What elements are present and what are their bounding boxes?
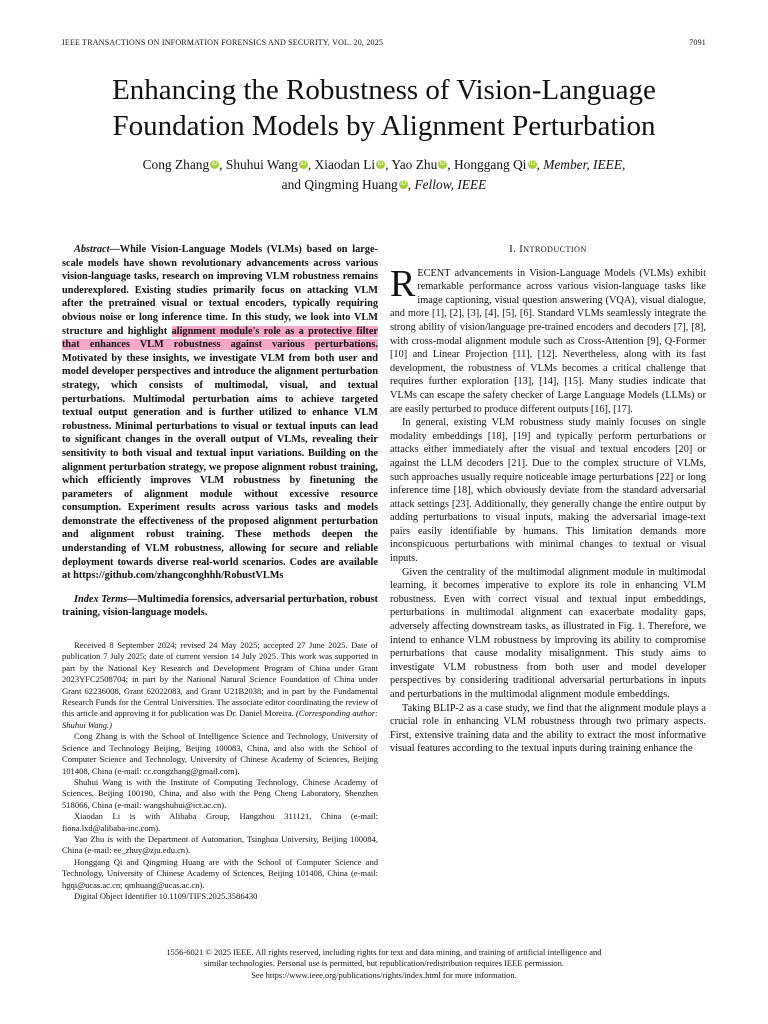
footnote-text: Received 8 September 2024; revised 24 May 2025; accepted 27 June 2025. Date of publication 7 July 2025; date of current version 14 July 2025. This work was supported in part by the National Key Research and Development Program of China under Grant 2023YFC2508704; in part by the National Natural Science Foundation of China under Grant 62236008, Grant 62022083, and Grant U21B2038; and in part by the Fundamental Research Funds for the Central Universities. The associate editor coordinating the review of this article and approving it for publication was Dr. Daniel Moreira. [62, 640, 378, 719]
intro-paragraph-3: Given the centrality of the multimodal alignment module in multimodal learning, it becomes imperative to explore its role in enhancing VLM robustness. Even with correct visual and textual input embeddings, perturbations in multimodal alignment can exacerbate modality gaps, adversely affecting downstream tasks, as illustrated in Fig. 1. Therefore, we intend to enhance VLM robustness by improving its ability to compromise perturbations that cause modality misalignment. This study aims to investigate VLM robustness from both user and model developer perspectives by considering traditional adversarial perturbations in inputs and perturbations in the multimodal alignment module embeddings. [390, 566, 706, 700]
footnote-affiliation: Shuhui Wang is with the Institute of Computing Technology, Chinese Academy of Sciences, Beijing 100190, China, and also with the Peng Cheng Laboratory, Shenzhen 518066, China (e-mail: wangshuhui@ict.ac.cn). [62, 776, 378, 810]
abstract-text: —While Vision-Language Models (VLMs) based on large-scale models have shown revolutionary advancements across various vision-language tasks, research on improving VLM robustness remains underexplored. Existing studies primarily focus on attacking VLM after the pretrained visual or textual encoders, typically requiring obvious noise or long inference time. In this study, we look into VLM structure and highlight [62, 244, 378, 337]
footnotes [62, 640, 378, 902]
left-column [62, 243, 378, 902]
footnote-affiliation: Honggang Qi and Qingming Huang are with the School of Computer Science and Technology, University of Chinese Academy of Sciences, Beijing 101408, China (e-mail: hgqi@ucas.ac.cn; qmhuang@ucas.ac.cn). [62, 856, 378, 890]
paragraph-text: ECENT advancements in Vision-Language Models (VLMs) exhibit remarkable performance across various vision-language tasks like image captioning, visual question answering (VQA), visual dialogue, and more [1], [2], [3], [4], [5], [6]. Standard VLMs seamlessly integrate the strong ability of vision/language pre-trained encoders and decoders [7], [8], with cross-modal alignment module such as Cross-Attention [9], Q-Former [10] and Linear Projection [11], [12]. Nevertheless, along with its fast development, the robustness of VLMs becomes a critical challenge that requires further exploration [13], [14], [15]. Many studies indicate that VLMs can escape the safety checker of Large Language Models (LLMs) or are easily perturbed to produce different outputs [16], [17]. [390, 267, 706, 415]
abstract-lead: Abstract [74, 244, 110, 255]
paper-title [40, 72, 728, 144]
author-name: Honggang Qi [453, 157, 527, 172]
abstract-highlight: alignment module's role as a protective filter that enhances VLM robustness against various perturbations. [62, 325, 379, 351]
author-role: Member, IEEE, [543, 157, 626, 172]
footer-line-1: 1556-6021 © 2025 IEEE. All rights reserved, including rights for text and data mining, and training of artificial intelligence and [166, 947, 602, 957]
footer-line-3: See https://www.ieee.org/publications/rights/index.html for more information. [251, 969, 517, 980]
footnote-received [62, 640, 378, 731]
orcid-icon[interactable]: iD [400, 181, 407, 187]
orcid-icon[interactable]: iD [439, 161, 446, 167]
right-column [390, 243, 706, 756]
abstract [62, 243, 378, 583]
copyright-footer [62, 947, 706, 981]
intro-paragraph-1 [390, 262, 706, 417]
title-line-1: Enhancing the Robustness of Vision-Language [112, 74, 656, 106]
orcid-icon[interactable]: iD [529, 161, 535, 167]
footnote-affiliation: Xiaodan Li is with Alibaba Group, Hangzhou 311121, China (e-mail: fiona.lxd@alibaba-inc.com). [62, 811, 378, 833]
orcid-icon[interactable]: iD [377, 161, 384, 167]
index-terms [62, 593, 378, 620]
journal-name: IEEE TRANSACTIONS ON INFORMATION FORENSICS AND SECURITY, VOL. 20, 2025 [62, 38, 384, 47]
corresponding-author: (Corresponding author: Shuhui Wang.) [62, 708, 378, 730]
author-role: Fellow, IEEE [414, 177, 487, 192]
drop-cap: R [390, 262, 416, 305]
intro-paragraph-2: In general, existing VLM robustness study mainly focuses on single modality embeddings [18], [19] and typically perform perturbations or attacks either immediately after the visual and textual encoders [20] or against the LLM decoders [21]. Due to the complex structure of VLMs, such approaches usually require noticeable image perturbations [22] or long inference time [18], which obviously deviate from the standard adversarial attack settings [23]. Additionally, they generally change the entire output by adding perturbations to visual inputs, making the adversarial image-text pairs easily identifiable by humans. This limitation demands more inconspicuous perturbations with minimal changes to textual or visual inputs. [390, 417, 706, 565]
section-title-first: I [519, 244, 524, 255]
author-name: Cong Zhang [142, 157, 210, 172]
author-name: Xiaodan Li [314, 157, 376, 172]
and-text: and [281, 177, 302, 192]
author-name: Yao Zhu [391, 157, 438, 172]
abstract-text-2: Motivated by these insights, we investigate VLM from both user and model developer perspectives and introduce the alignment perturbation strategy, which consists of multimodal, visual, and textual perturbations. Multimodal perturbation aims to achieve targeted textual output generation and is further utilized to enhance VLM robustness. Minimal perturbations to visual or textual inputs can lead to significant changes in the overall output of VLMs, revealing their sensitivity to both visual and textual input variations. Building on the alignment perturbation strategy, we propose alignment robust training, which efficiently improves VLM robustness by finetuning the parameters of alignment module without excessive resource consumption. Experiment results across various tasks and models demonstrate the effectiveness of the proposed alignment perturbation and alignment robust training. These methods deepen the understanding of VLM robustness, allowing for secure and reliable deployment towards diverse real-world scenarios. Codes are available at https://github.com/zhangconghhh/RobustVLMs [62, 352, 378, 582]
orcid-icon[interactable]: iD [211, 161, 218, 167]
section-heading-introduction [390, 243, 706, 257]
footnote-affiliation: Cong Zhang is with the School of Intelligence Science and Technology, University of Science and Technology Beijing, Beijing 100083, China, and also with the School of Computer Science and Technology, University of Chinese Academy of Sciences, Beijing 101408, China (e-mail: cc.congzhang@gmail.com). [62, 731, 378, 776]
footnote-doi: Digital Object Identifier 10.1109/TIFS.2025.3586430 [74, 890, 258, 901]
index-terms-text: —Multimedia forensics, adversarial perturbation, robust training, vision-language models. [62, 593, 378, 619]
page-number: 7091 [689, 38, 706, 47]
title-line-2: Foundation Models by Alignment Perturbation [112, 110, 656, 142]
author-list: Cong Zhang iD , Shuhui Wang iD , Xiaodan Li iD , Yao Zhu iD , Honggang Qi iD , Member, IEEE, and Qingming Huang iD , Fellow, IEEE [142, 157, 626, 192]
index-terms-lead: Index Terms [74, 593, 128, 605]
section-title-rest: NTRODUCTION [523, 245, 587, 254]
author-name: Shuhui Wang [225, 157, 298, 172]
section-number: I. [509, 244, 520, 255]
footer-line-2: similar technologies. Personal use is permitted, but republication/redistribution requires IEEE permission. [204, 958, 564, 969]
intro-paragraph-4: Taking BLIP-2 as a case study, we find that the alignment module plays a crucial role in enhancing VLM robustness through two primary aspects. First, extensive training data and the ability to extract the most informative visual features according to the textual inputs during training enhance the [390, 702, 706, 755]
author-name: Qingming Huang [304, 177, 398, 192]
orcid-icon[interactable]: iD [300, 161, 307, 167]
footnote-affiliation: Yao Zhu is with the Department of Automation, Tsinghua University, Beijing 100084, China (e-mail: ee_zhuy@zju.edu.cn). [62, 833, 378, 856]
